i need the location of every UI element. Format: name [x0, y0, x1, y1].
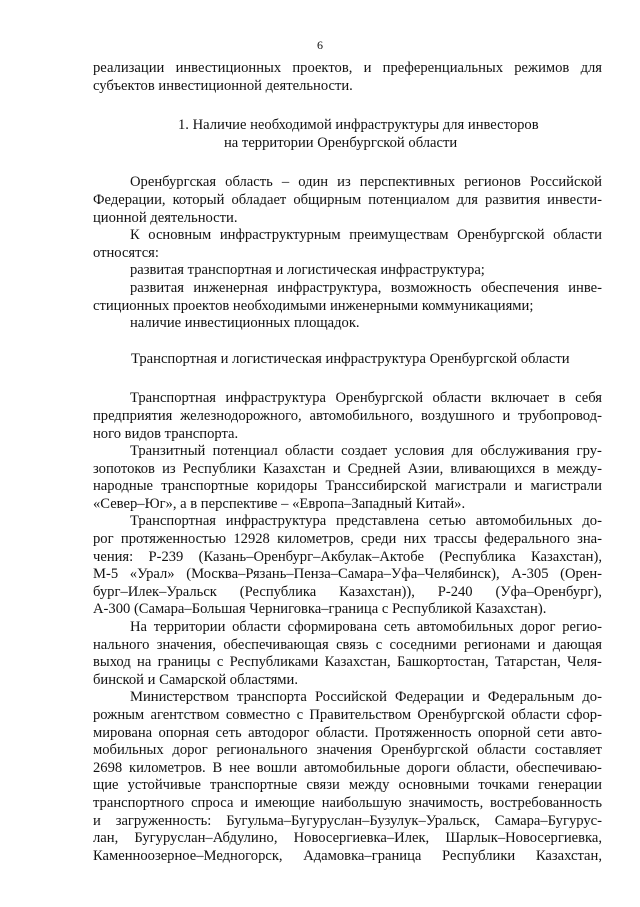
text-line: щие устойчивые транспортные связи между основными точками генерации — [93, 777, 602, 794]
text-line: Транспортная инфраструктура представлена сетью автомобильных до- — [130, 513, 602, 530]
section-heading-line: Транспортная и логистическая инфраструктура Оренбургской области — [131, 350, 570, 367]
text-line: ционной деятельности. — [93, 209, 238, 226]
text-line: Министерством транспорта Российской Федерации и Федеральным до- — [130, 689, 602, 706]
section-heading-line: на территории Оренбургской области — [224, 134, 458, 151]
paragraph-gap — [93, 152, 602, 174]
text-line: выход на границы с Республиками Казахстан, Башкортостан, Татарстан, Челя- — [93, 654, 602, 671]
text-line: развитая транспортная и логистическая инфраструктура; — [130, 262, 485, 279]
text-line: А-300 (Самара–Большая Черниговка–граница с Республикой Казахстан). — [93, 601, 547, 618]
text-line: лан, Бугуруслан–Абдулино, Новосергиевка–Илек, Шарлык–Новосергиевка, — [93, 830, 602, 847]
section-heading-line: 1. Наличие необходимой инфраструктуры для инвесторов — [178, 117, 539, 134]
text-line: Оренбургская область – один из перспективных регионов Российской — [130, 174, 602, 191]
page-number: 6 — [317, 38, 323, 52]
text-line: ного видов транспорта. — [93, 425, 239, 442]
text-line: Транзитный потенциал области создает условия для обслуживания гру- — [130, 443, 602, 460]
text-line: наличие инвестиционных площадок. — [130, 315, 360, 332]
text-line: народные транспортные коридоры Транссибирской магистрали и магистрали — [93, 478, 602, 495]
text-line: «Север–Юг», а в перспективе – «Европа–Западный Китай». — [93, 495, 466, 512]
text-line: субъектов инвестиционной деятельности. — [93, 77, 353, 94]
text-line: развитая инженерная инфраструктура, возможность обеспечения инве- — [130, 279, 602, 296]
text-line: относятся: — [93, 244, 159, 261]
text-line: рог протяженностью 12928 километров, среди них трассы федерального зна- — [93, 531, 602, 548]
text-line: На территории области сформирована сеть автомобильных дорог регио- — [130, 619, 602, 636]
paragraph-gap — [93, 368, 602, 390]
text-line: бинской и Самарской областями. — [93, 671, 298, 688]
paragraph-gap — [93, 333, 602, 351]
text-line: мобильных дорог регионального значения Оренбургской области составляет — [93, 742, 602, 759]
text-line: М-5 «Урал» (Москва–Рязань–Пенза–Самара–Уфа–Челябинск), А-305 (Орен- — [93, 566, 602, 583]
text-line: Федерации, который обладает общирным потенциалом для развития инвести- — [93, 191, 602, 208]
text-line: Транспортная инфраструктура Оренбургской области включает в себя — [130, 390, 602, 407]
text-line: мирована опорная сеть автодорог области. Протяженность опорной сети авто- — [93, 724, 602, 741]
text-line: бург–Илек–Уральск (Республика Казахстан)), Р-240 (Уфа–Оренбург), — [93, 583, 602, 600]
text-line: Каменноозерное–Медногорск, Адамовка–граница Республики Казахстан, — [93, 847, 602, 864]
text-line: зопотоков из Республики Казахстан и Средней Азии, вливающихся в между- — [93, 460, 602, 477]
text-line: реализации инвестиционных проектов, и преференциальных режимов для — [93, 60, 602, 76]
text-line: 2698 километров. В нее вошли автомобильные дороги области, обеспечиваю- — [93, 759, 602, 776]
text-line: рожным агентством совместно с Правительством Оренбургской области сфор- — [93, 707, 602, 723]
text-line: и загруженность: Бугульма–Бугуруслан–Бузулук–Уральск, Самара–Бугурус- — [93, 812, 602, 829]
text-line: нального значения, обеспечивающая связь с соседними регионами и дающая — [93, 636, 602, 653]
text-line: чения: Р-239 (Казань–Оренбург–Акбулак–Актобе (Республика Казахстан), — [93, 548, 602, 565]
text-line: К основным инфраструктурным преимуществам Оренбургской области — [130, 227, 602, 244]
text-line: предприятия железнодорожного, автомобильного, воздушного и трубопровод- — [93, 407, 602, 424]
text-line: стиционных проектов необходимыми инженерными коммуникациями; — [93, 297, 534, 314]
text-line: транспортного спроса и имеющие наибольшую значимость, востребованность — [93, 794, 602, 811]
document-body — [93, 60, 602, 865]
paragraph-gap — [93, 95, 602, 117]
